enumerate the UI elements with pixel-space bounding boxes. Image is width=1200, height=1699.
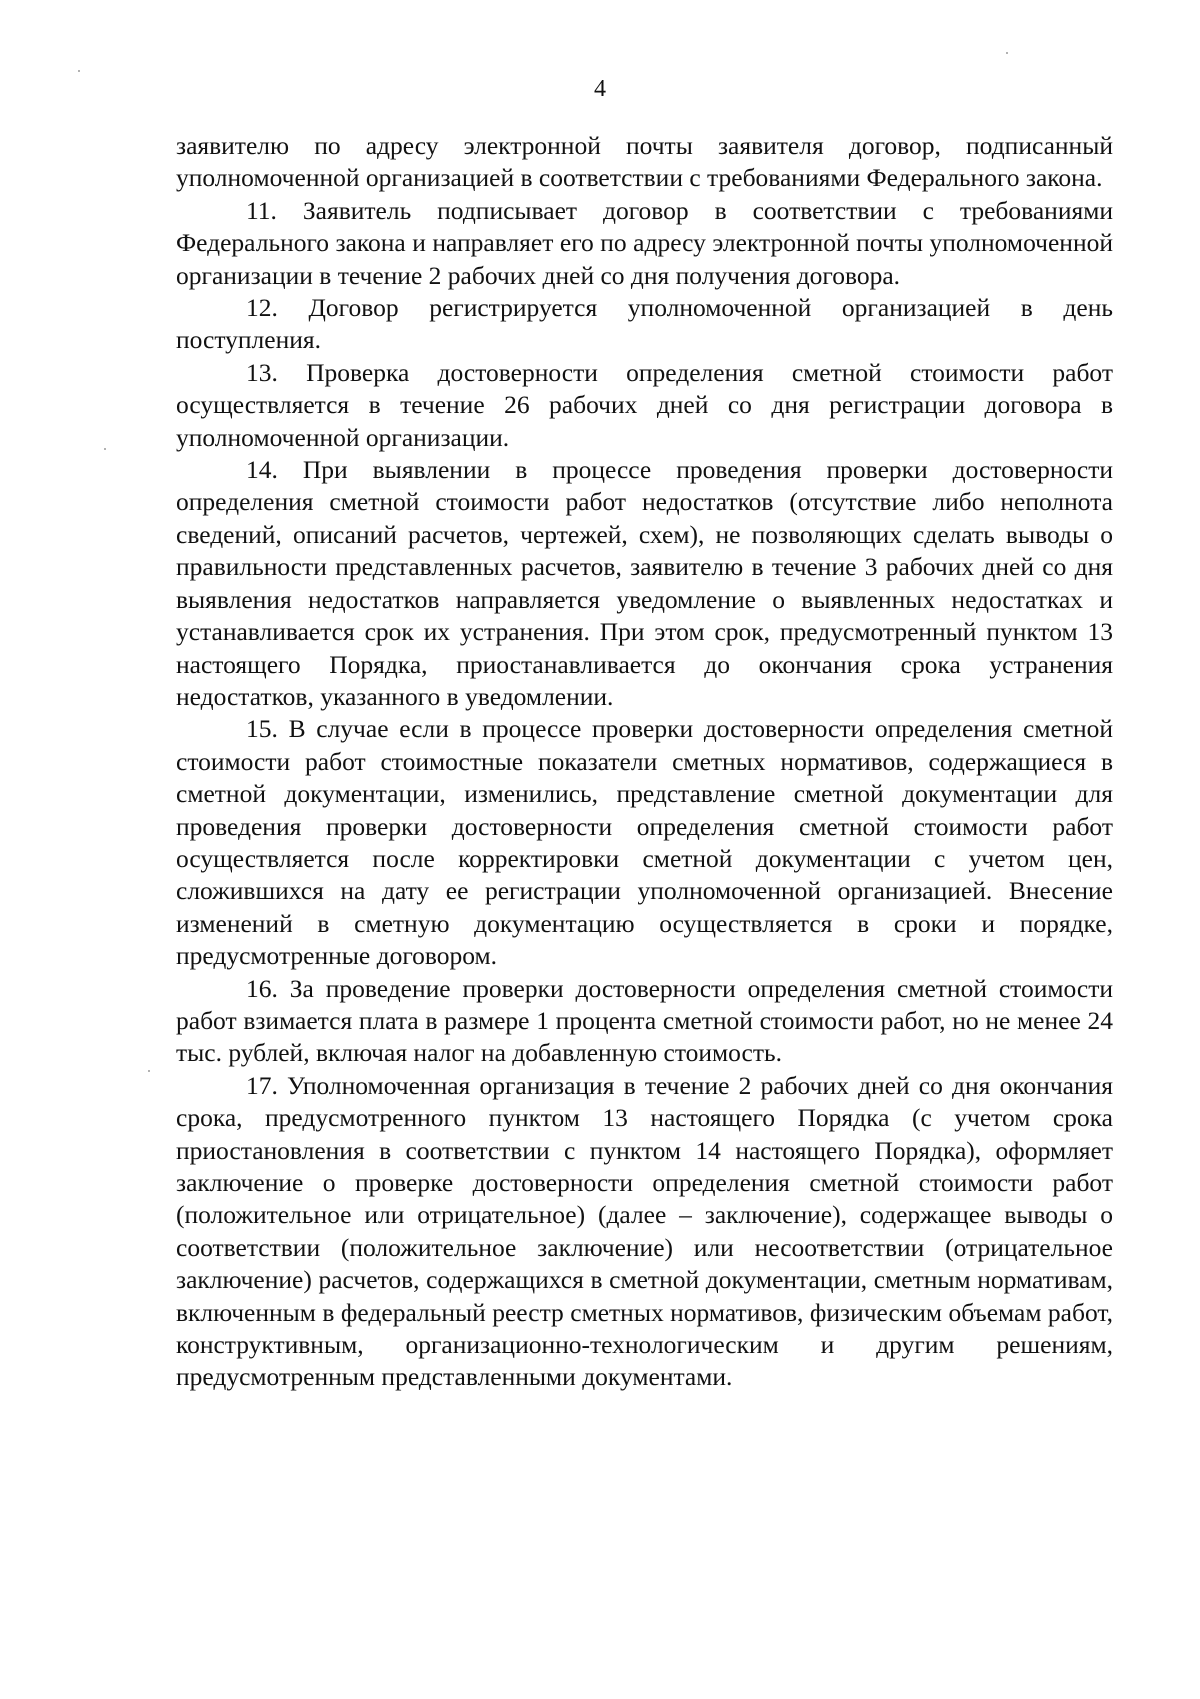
paragraph-14: 14. При выявлении в процессе проведения проверки достоверности определения сметной стоимости работ недостатков (отсутствие либо неполнота сведений, описаний расчетов, чертежей, схем), не позволяющих сделать выводы о правильности представленных расчетов, заявителю в течение 3 рабочих дней со дня выявления недостатков направляется уведомление о выявленных недостатках и устанавливается срок их устранения. При этом срок, предусмотренный пунктом 13 настоящего Порядка, приостанавливается до окончания срока устранения недостатков, указанного в уведомлении.	[176, 455, 1113, 711]
paragraph-17: 17. Уполномоченная организация в течение 2 рабочих дней со дня окончания срока, предусмотренного пунктом 13 настоящего Порядка (с учетом срока приостановления в соответствии с пунктом 14 настоящего Порядка), оформляет заключение о проверке достоверности определения сметной стоимости работ (положительное или отрицательное) (далее – заключение), содержащее выводы о соответствии (положительное заключение) или несоответствии (отрицательное заключение) расчетов, содержащихся в сметной документации, сметным нормативам, включенным в федеральный реестр сметных нормативов, физическим объемам работ, конструктивным, организационно-технологическим и другим решениям, предусмотренным представленными документами.	[176, 1070, 1113, 1392]
paragraph-12: 12. Договор регистрируется уполномоченной организацией в день поступления.	[176, 293, 1113, 355]
scan-speck	[1006, 52, 1008, 54]
paragraph-11: 11. Заявитель подписывает договор в соответствии с требованиями Федерального закона и направляет его по адресу электронной почты уполномоченной организации в течение 2 рабочих дней со дня получения договора.	[176, 195, 1113, 290]
scan-speck	[148, 1070, 150, 1072]
paragraph-15: 15. В случае если в процессе проверки достоверности определения сметной стоимости работ стоимостные показатели сметных нормативов, содержащиеся в сметной документации, изменились, представление сметной документации для проведения проверки достоверности определения сметной стоимости работ осуществляется после корректировки сметной документации с учетом цен, сложившихся на дату ее регистрации уполномоченной организацией. Внесение изменений в сметную документацию осуществляется в сроки и порядке, предусмотренные договором.	[176, 714, 1113, 971]
paragraph-16: 16. За проведение проверки достоверности определения сметной стоимости работ взимается плата в размере 1 процента сметной стоимости работ, но не менее 24 тыс. рублей, включая налог на добавленную стоимость.	[176, 973, 1113, 1068]
paragraph-13: 13. Проверка достоверности определения сметной стоимости работ осуществляется в течение 26 рабочих дней со дня регистрации договора в уполномоченной организации.	[176, 357, 1113, 452]
paragraph-continuation: заявителю по адресу электронной почты заявителя договор, подписанный уполномоченной организацией в соответствии с требованиями Федерального закона.	[176, 131, 1113, 193]
document-body	[176, 130, 1113, 1394]
page-number: 4	[594, 76, 606, 102]
scan-speck	[104, 448, 106, 450]
scan-speck	[78, 70, 80, 72]
